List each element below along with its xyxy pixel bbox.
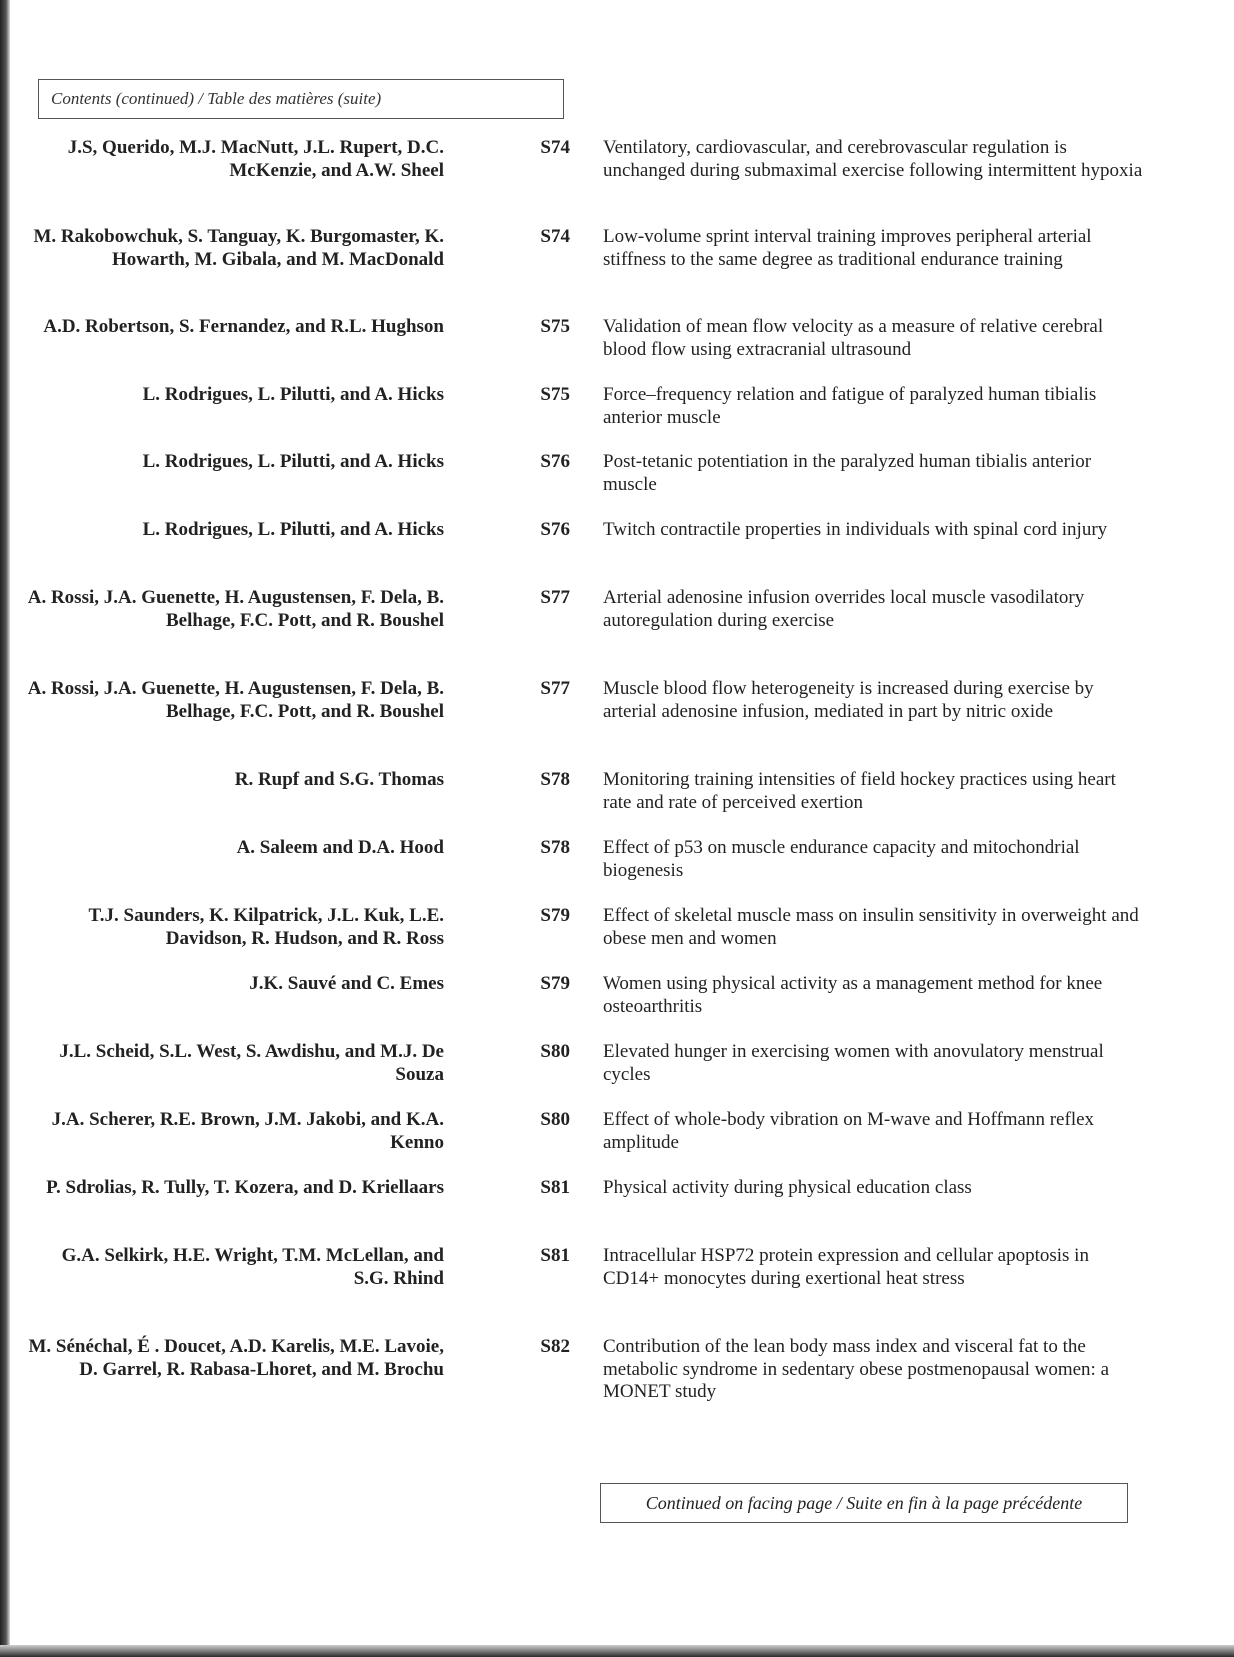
entry-authors: A. Rossi, J.A. Guenette, H. Augustensen, F. Dela, B. Belhage, F.C. Pott, and R. Boushel (27, 678, 444, 722)
entry-title: Muscle blood flow heterogeneity is increased during exercise by arterial adenosine infusion, mediated in part by nitric oxide (603, 678, 1094, 722)
entry-authors: J.A. Scherer, R.E. Brown, J.M. Jakobi, and K.A. Kenno (51, 1109, 444, 1153)
entry-page: S80 (540, 1041, 570, 1062)
entry-title: Validation of mean flow velocity as a measure of relative cerebral blood flow using extracranial ultrasound (603, 316, 1104, 360)
entry-authors: P. Sdrolias, R. Tully, T. Kozera, and D. Kriellaars (46, 1177, 444, 1198)
entry-title: Effect of whole-body vibration on M-wave and Hoffmann reflex amplitude (603, 1109, 1095, 1153)
entry-page: S81 (540, 1245, 570, 1266)
entry-page: S74 (540, 226, 570, 247)
entry-page: S77 (540, 587, 570, 608)
entry-title: Arterial adenosine infusion overrides local muscle vasodilatory autoregulation during exercise (603, 587, 1085, 631)
entry-authors: A.D. Robertson, S. Fernandez, and R.L. Hughson (43, 316, 444, 337)
entry-authors: A. Saleem and D.A. Hood (236, 837, 444, 858)
entry-page: S79 (540, 905, 570, 926)
entry-page: S74 (540, 137, 570, 158)
entry-title: Twitch contractile properties in individuals with spinal cord injury (603, 519, 1108, 540)
contents-header: Contents (continued) / Table des matières (suite) (38, 79, 564, 119)
entry-title: Effect of skeletal muscle mass on insulin sensitivity in overweight and obese men and women (603, 905, 1139, 949)
entry-authors: G.A. Selkirk, H.E. Wright, T.M. McLellan, and S.G. Rhind (61, 1245, 444, 1289)
entry-authors: L. Rodrigues, L. Pilutti, and A. Hicks (142, 384, 444, 405)
entry-title: Force–frequency relation and fatigue of paralyzed human tibialis anterior muscle (603, 384, 1097, 428)
entry-title: Contribution of the lean body mass index and visceral fat to the metabolic syndrome in sedentary obese postmenopausal women: a MONET study (603, 1336, 1110, 1402)
page-bottom-edge (0, 1645, 1234, 1657)
entry-page: S75 (540, 384, 570, 405)
entry-authors: L. Rodrigues, L. Pilutti, and A. Hicks (142, 451, 444, 472)
entry-authors: J.K. Sauvé and C. Emes (249, 973, 444, 994)
entry-authors: A. Rossi, J.A. Guenette, H. Augustensen, F. Dela, B. Belhage, F.C. Pott, and R. Boushel (27, 587, 444, 631)
entry-title: Elevated hunger in exercising women with anovulatory menstrual cycles (603, 1041, 1104, 1085)
entry-authors: R. Rupf and S.G. Thomas (234, 769, 444, 790)
entry-title: Women using physical activity as a management method for knee osteoarthritis (603, 973, 1103, 1017)
entry-title: Intracellular HSP72 protein expression and cellular apoptosis in CD14+ monocytes during exertional heat stress (603, 1245, 1089, 1289)
continued-note: Continued on facing page / Suite en fin à la page précédente (600, 1483, 1128, 1523)
entry-title: Ventilatory, cardiovascular, and cerebrovascular regulation is unchanged during submaximal exercise following intermittent hypoxia (603, 137, 1143, 181)
entry-title: Physical activity during physical education class (603, 1177, 972, 1198)
entry-page: S78 (540, 837, 570, 858)
entry-authors: J.L. Scheid, S.L. West, S. Awdishu, and M.J. De Souza (59, 1041, 444, 1085)
entry-authors: M. Sénéchal, É . Doucet, A.D. Karelis, M.E. Lavoie, D. Garrel, R. Rabasa-Lhoret, and M. Brochu (28, 1336, 444, 1380)
entry-page: S81 (540, 1177, 570, 1198)
entry-authors: T.J. Saunders, K. Kilpatrick, J.L. Kuk, L.E. Davidson, R. Hudson, and R. Ross (88, 905, 444, 949)
entry-page: S76 (540, 451, 570, 472)
entry-page: S78 (540, 769, 570, 790)
entry-page: S79 (540, 973, 570, 994)
entry-title: Effect of p53 on muscle endurance capacity and mitochondrial biogenesis (603, 837, 1080, 881)
entry-title: Monitoring training intensities of field hockey practices using heart rate and rate of perceived exertion (603, 769, 1116, 813)
page-spine-shadow (0, 0, 10, 1657)
entry-page: S75 (540, 316, 570, 337)
entry-authors: M. Rakobowchuk, S. Tanguay, K. Burgomaster, K. Howarth, M. Gibala, and M. MacDonald (33, 226, 444, 270)
entry-title: Post-tetanic potentiation in the paralyzed human tibialis anterior muscle (603, 451, 1092, 495)
entry-title: Low-volume sprint interval training improves peripheral arterial stiffness to the same degree as traditional endurance training (603, 226, 1092, 270)
entry-page: S76 (540, 519, 570, 540)
entry-authors: J.S, Querido, M.J. MacNutt, J.L. Rupert, D.C. McKenzie, and A.W. Sheel (67, 137, 444, 181)
entry-page: S77 (540, 678, 570, 699)
entry-page: S82 (540, 1336, 570, 1357)
entry-authors: L. Rodrigues, L. Pilutti, and A. Hicks (142, 519, 444, 540)
entry-page: S80 (540, 1109, 570, 1130)
